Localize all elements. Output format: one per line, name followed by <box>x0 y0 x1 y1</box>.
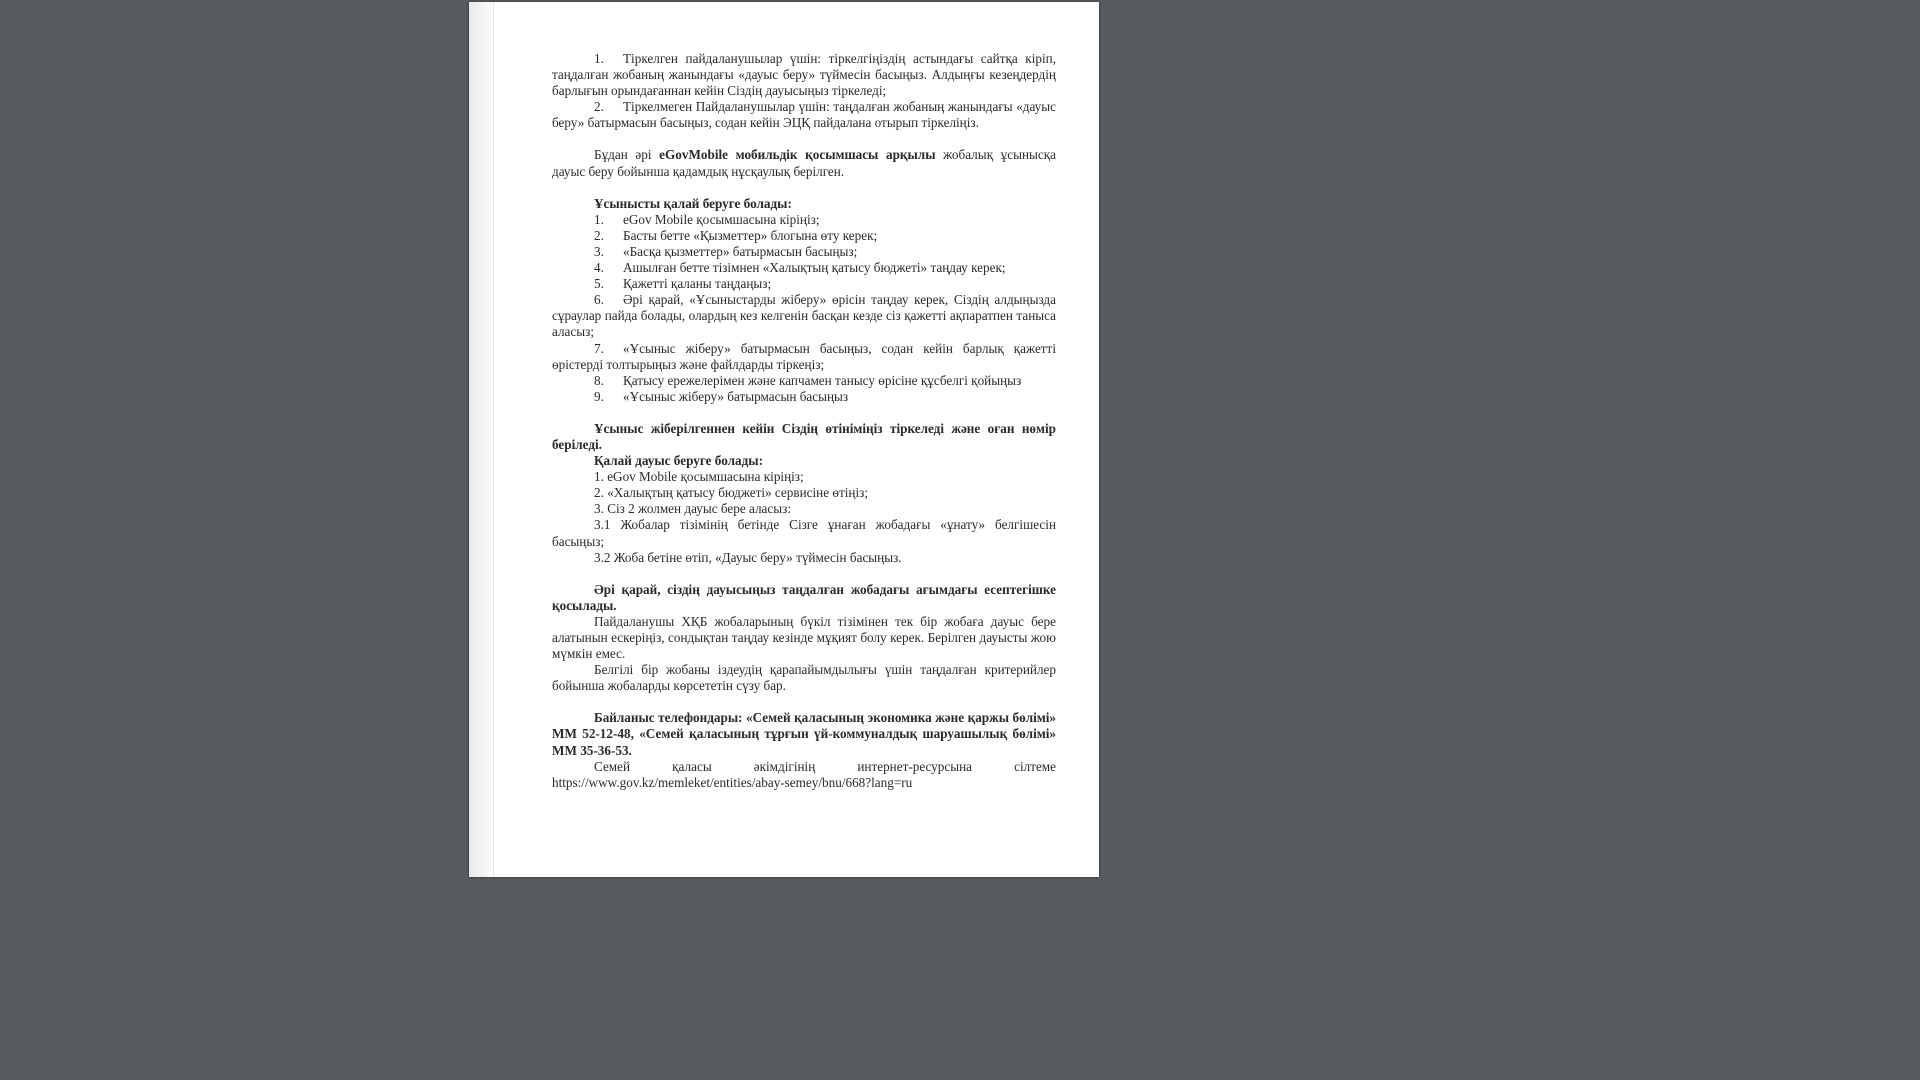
item-text: «Ұсыныс жіберу» батырмасын басыңыз <box>623 388 849 404</box>
item-number: 6. <box>594 292 604 308</box>
scan-left-margin-shade <box>469 2 494 877</box>
intro-paragraph <box>552 147 1056 179</box>
list-item <box>552 212 1056 228</box>
proposal-heading: Ұсынысты қалай беруге болады: <box>594 195 792 211</box>
item-number: 1. <box>594 51 604 66</box>
website-link-label: Семей қаласы әкімдігінің интернет-ресурсына сілтеме <box>594 758 1056 774</box>
unregistered-users-item <box>552 99 1056 131</box>
document-body <box>552 51 1056 791</box>
user-note: Пайдаланушы ХҚБ жобаларының бүкіл тізімінен тек бір жобаға дауыс бере алатынын ескеріңіз, сондықтан таңдау кезінде мұқият болу керек. Берілген дауысты жою мүмкін емес. <box>552 613 1056 662</box>
list-item: 3.2 Жоба бетіне өтіп, «Дауыс беру» түймесін басыңыз. <box>594 549 902 565</box>
list-item <box>552 341 1056 373</box>
list-item: 1. eGov Mobile қосымшасына кіріңіз; <box>594 469 804 485</box>
website-link-url[interactable]: https://www.gov.kz/memleket/entities/abay-semey/bnu/668?lang=ru <box>552 774 913 790</box>
list-item <box>552 244 1056 260</box>
item-text: Басты бетте «Қызметтер» блогына өту керек; <box>623 227 878 243</box>
document-page <box>469 2 1099 877</box>
item-text: Ашылған бетте тізімнен «Халықтың қатысу бюджеті» таңдау керек; <box>623 260 1006 276</box>
item-number: 7. <box>594 340 604 356</box>
item-number: 5. <box>594 276 604 292</box>
registered-users-item <box>552 51 1056 99</box>
list-item: 2. «Халықтың қатысу бюджеті» сервисіне өтіңіз; <box>594 485 869 501</box>
intro-bold-app-name: eGovMobile мобильдік қосымшасы арқылы <box>659 147 936 163</box>
item-text: Әрі қарай, «Ұсыныстарды жіберу» өрісін таңдау керек, Сіздің алдыңызда сұраулар пайда болады, олардың кез келгенін басқан кезде сіз қажетті ақпаратпен таныса аласыз; <box>552 292 1056 340</box>
item-text: eGov Mobile қосымшасына кіріңіз; <box>623 211 820 227</box>
counter-note: Әрі қарай, сіздің дауысыңыз таңдалған жобадағы ағымдағы есептегішке қосылады. <box>552 581 1056 613</box>
item-number: 8. <box>594 372 604 388</box>
item-number: 3. <box>594 243 604 259</box>
list-item <box>552 292 1056 340</box>
item-text: «Ұсыныс жіберу» батырмасын басыңыз, содан кейін барлық қажетті өрістерді толтырыңыз және файлдарды тіркеңіз; <box>552 340 1056 372</box>
list-item <box>552 228 1056 244</box>
intro-prefix: Бұдан әрі <box>594 147 660 163</box>
list-item <box>552 276 1056 292</box>
item-number: 9. <box>594 388 604 404</box>
item-text: Тіркелмеген Пайдаланушылар үшін: таңдалған жобаның жанындағы «дауыс беру» батырмасын басыңыз, содан кейін ЭЦҚ пайдалана отырып тіркеліңіз. <box>552 99 1056 131</box>
vote-steps-list <box>552 469 1056 566</box>
list-item: 3. Сіз 2 жолмен дауыс бере аласыз: <box>594 501 791 517</box>
contact-phones: Байланыс телефондары: «Семей қаласының экономика және қаржы бөлімі» ММ 52-12-48, «Семей қаласының тұрғын үй-коммуналдық шаруашылық бөлімі» ММ 35-36-53. <box>552 710 1056 758</box>
item-number: 2. <box>594 227 604 243</box>
list-item <box>552 373 1056 389</box>
list-item <box>552 260 1056 276</box>
item-text: «Басқа қызметтер» батырмасын басыңыз; <box>623 243 858 259</box>
item-text: Қатысу ережелерімен және капчамен танысу өрісіне құсбелгі қойыңыз <box>623 372 1022 388</box>
item-text: Тіркелген пайдаланушылар үшін: тіркелгіңіздің астындағы сайтқа кіріп, таңдалған жобаның жанындағы «дауыс беру» түймесін басыңыз. Алдыңғы кезеңдердің барлығын орындағаннан кейін Сіздің дауысыңыз тіркеледі; <box>552 51 1056 99</box>
item-number: 4. <box>594 260 604 276</box>
list-item: 3.1 Жобалар тізімінің бетінде Сізге ұнаған жобадағы «ұнату» белгішесін басыңыз; <box>552 517 1056 549</box>
item-number: 2. <box>594 99 604 115</box>
item-number: 1. <box>594 211 604 227</box>
vote-heading: Қалай дауыс беруге болады: <box>594 453 763 469</box>
filter-note: Белгілі бір жобаны іздеудің қарапайымдылығы үшін таңдалған критерийлер бойынша жобаларды көрсететін сүзу бар. <box>552 662 1056 694</box>
proposal-steps-list <box>552 212 1056 405</box>
intro-suffix: жобалық ұсынысқа дауыс беру бойынша қадамдық нұсқаулық берілген. <box>552 147 1056 179</box>
after-submit-note: Ұсыныс жіберілгеннен кейін Сіздің өтініміңіз тіркеледі және оған нөмір беріледі. <box>552 420 1056 452</box>
list-item <box>552 389 1056 405</box>
item-text: Қажетті қаланы таңдаңыз; <box>623 276 772 292</box>
